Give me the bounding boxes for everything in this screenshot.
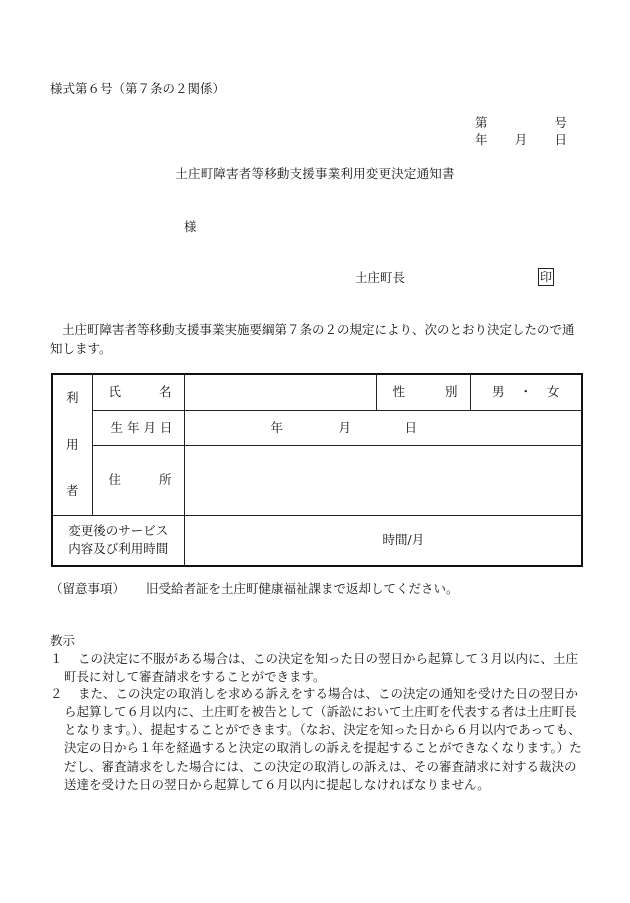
user-label-char: 者 [65, 483, 79, 499]
address-label-cell [92, 446, 184, 516]
birth-label-cell [92, 410, 184, 445]
address-label-char: 所 [158, 472, 172, 488]
service-label-cell [52, 516, 184, 566]
address-label-char: 住 [108, 472, 122, 488]
service-label-line2: 内容及び利用時間 [68, 541, 169, 557]
issuer-name: 土庄町長 [355, 270, 406, 285]
user-label-cell [52, 374, 92, 516]
user-label-char: 利 [65, 389, 79, 405]
instruction-item [50, 650, 586, 686]
birth-month-unit: 月 [338, 419, 352, 435]
birth-label: 生 年 月 日 [110, 419, 173, 435]
gender-option-male[interactable]: 男 [491, 384, 505, 400]
birth-year-unit: 年 [270, 419, 284, 435]
date-day: 日 [554, 132, 567, 147]
gender-option-female[interactable]: 女 [546, 384, 560, 400]
name-label-char: 名 [158, 384, 172, 400]
gender-label-char: 別 [444, 384, 458, 400]
document-title: 土庄町障害者等移動支援事業利用変更決定通知書 [175, 166, 455, 181]
seal-mark: 印 [539, 270, 552, 284]
notice-label: （留意事項） [50, 581, 126, 596]
instruction-number: １ [50, 651, 63, 666]
notice-line [50, 580, 459, 599]
recipient-honorific: 様 [184, 219, 197, 234]
document-date-line [475, 131, 567, 150]
body-text: 土庄町障害者等移動支援事業実施要綱第７条の２の規定により、次のとおり決定したので通知します。 [50, 322, 575, 357]
address-value-cell[interactable] [184, 446, 582, 516]
name-value-cell[interactable] [184, 374, 376, 410]
gender-label-cell [376, 374, 470, 410]
date-year: 年 [475, 132, 488, 147]
gender-value-cell[interactable] [470, 374, 582, 410]
document-number-line [475, 114, 567, 133]
document-number-suffix: 号 [554, 115, 567, 130]
service-label-line1: 変更後のサービス [68, 523, 169, 539]
instruction-number: ２ [50, 686, 63, 701]
instruction-text: また、この決定の取消しを求める訴えをする場合は、この決定の通知を受けた日の翌日から起算して６月以内に、土庄町を被告として（訴訟において土庄町を代表する者は土庄町長となります。）、提起することができます。（なお、決定を知った日から６月以内であっても、決定の日から１年を経過すると決定の取消しの訴えを提起することができなくなります。）ただし、審査請求をした場合には、この決定の取消しの訴えは、その審査請求に対する裁決の送達を受けた日の翌日から起算して６月以内に提起しなければなりません。 [64, 686, 582, 792]
notice-text: 旧受給者証を土庄町健康福祉課まで返却してください。 [146, 581, 459, 596]
birth-value-cell[interactable] [184, 410, 582, 445]
instruction-item [50, 685, 586, 794]
date-month: 月 [514, 132, 528, 147]
user-info-table [51, 373, 583, 567]
service-unit: 時間/月 [382, 531, 425, 547]
instruction-text: この決定に不服がある場合は、この決定を知った日の翌日から起算して３月以内に、土庄町長に対して審査請求をすることができます。 [64, 651, 579, 685]
name-label-char: 氏 [108, 384, 122, 400]
form-number: 様式第６号（第７条の２関係） [50, 81, 226, 96]
gender-option-separator: ・ [519, 384, 532, 400]
name-label-cell [92, 374, 184, 410]
birth-day-unit: 日 [404, 419, 418, 435]
instruction-heading: 教示 [50, 633, 76, 648]
document-number-prefix: 第 [475, 115, 488, 130]
service-value-cell[interactable] [184, 516, 582, 566]
user-label-char: 用 [65, 436, 79, 452]
gender-label-char: 性 [392, 384, 406, 400]
